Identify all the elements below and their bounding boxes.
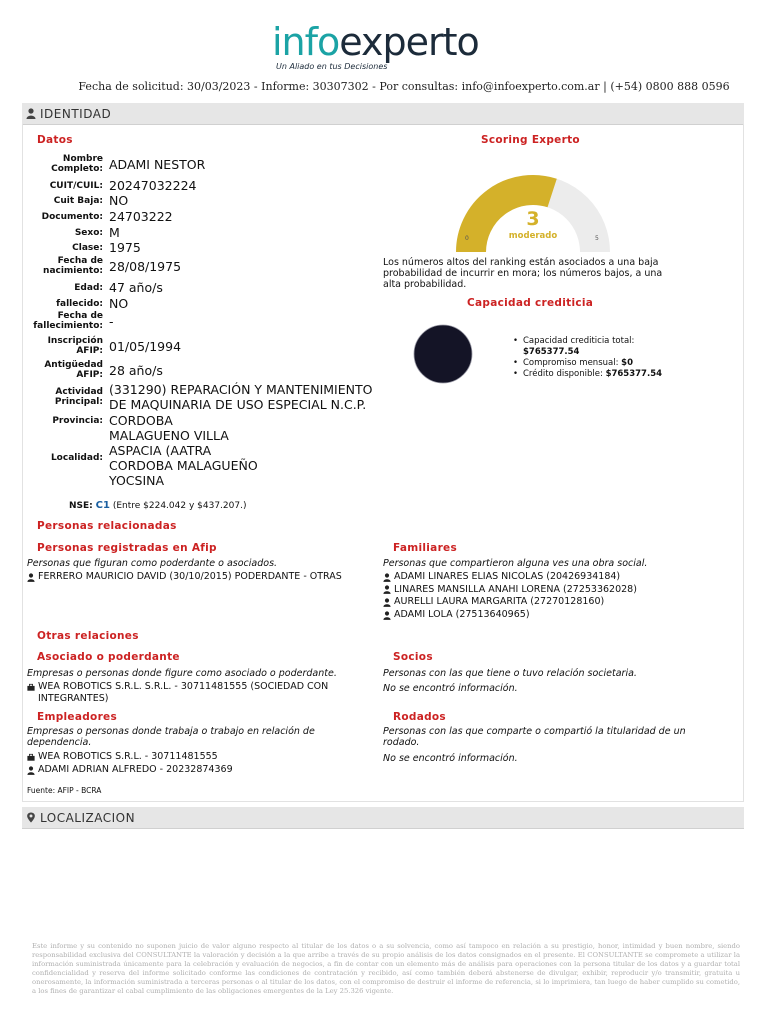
nse-range: (Entre $224.042 y $437.207.) [112,501,247,511]
score-level: moderado [508,231,558,241]
socios-empty: No se encontró información. [383,683,518,694]
empleadores-title: Empleadores [37,711,118,723]
user-icon [383,585,391,594]
identidad-card [22,124,744,802]
rodados-empty: No se encontró información. [383,753,518,764]
field-provincia [27,413,397,428]
user-icon [383,611,391,620]
section-identidad [22,103,744,125]
list-item [383,596,723,608]
field-localidad [27,428,397,488]
field-label: Cuit Baja: [53,195,103,206]
logo-info-text: info [272,20,340,64]
company-name: WEA ROBOTICS S.R.L. S.R.L. - 30711481555 (SOCIEDAD CON INTEGRANTES) [38,681,329,704]
logo-tagline: Un Aliado en tus Decisiones [276,62,388,71]
list-item [27,571,377,583]
field-label: Nombre Completo: [51,154,103,174]
field-cuit-baja [27,193,397,208]
empleadores-list [27,751,367,776]
briefcase-icon [27,753,35,762]
person-name: ADAMI ADRIAN ALFREDO - 20232874369 [38,764,233,775]
capacidad-item-value: $765377.54 [523,347,580,357]
field-value: 1975 [109,240,141,255]
field-value: 01/05/1994 [109,338,182,354]
field-clase [27,240,397,255]
person-name: LINARES MANSILLA ANAHI LORENA (27253362028) [394,583,637,595]
capacidad-item-value: $0 [621,358,633,368]
field-label: Documento: [41,211,103,222]
field-label: Provincia: [52,415,103,426]
list-item [27,681,367,705]
asociado-title: Asociado o poderdante [37,651,180,663]
field-sexo [27,225,397,240]
field-label: Localidad: [50,453,103,463]
person-name: AURELLI LAURA MARGARITA (27270128160) [394,596,605,608]
familiares-list [383,571,723,621]
field-nombre [27,154,397,174]
field-value: (331290) REPARACIÓN Y MANTENIMIENTO DE MAQUINARIA DE USO ESPECIAL N.C.P. [109,382,373,412]
user-icon [383,598,391,607]
capacidad-item [511,336,662,358]
pie-slice-disponible [414,325,472,383]
field-value: ADAMI NESTOR [109,156,206,172]
field-value: NO [109,296,129,311]
field-fecha-nacimiento [27,256,397,276]
capacidad-item-label: Capacidad crediticia total: [523,336,635,346]
familiares-desc: Personas que compartieron alguna ves una obra social. [383,558,648,569]
rodados-desc: Personas con las que comparte o compartió la titularidad de un rodado. [383,726,686,748]
gauge-max-label: 5 [595,235,599,242]
otras-title: Otras relaciones [37,630,139,642]
field-label: Fecha de nacimiento: [43,256,103,276]
afip-persons-title: Personas registradas en Afip [37,542,217,554]
field-label: Inscripción AFIP: [47,336,103,356]
list-item [383,609,723,621]
rodados-title: Rodados [393,711,446,723]
infoexperto-logo [272,22,512,74]
field-label: Clase: [72,242,103,253]
person-name: ADAMI LINARES ELIAS NICOLAS (20426934184) [394,571,621,582]
section-localizacion [22,807,744,829]
company-name: WEA ROBOTICS S.R.L. - 30711481555 [38,751,218,762]
capacidad-list [511,336,662,380]
list-item [383,571,723,583]
fuente-note: Fuente: AFIP - BCRA [27,786,102,795]
person-name: ADAMI LOLA (27513640965) [394,609,530,621]
field-value: 28/08/1975 [109,258,182,274]
field-value: 24703222 [109,209,173,224]
capacidad-item [511,369,662,380]
map-marker-icon [26,812,36,823]
afip-persons-desc: Personas que figuran como poderdante o asociados. [27,558,278,569]
section-localizacion-title: LOCALIZACION [40,810,136,825]
socios-title: Socios [393,651,433,663]
afip-persons-list [27,571,377,583]
field-antiguedad-afip [27,360,397,380]
field-label: Edad: [74,282,103,293]
list-item [27,764,367,776]
list-item [383,584,723,596]
field-value: 20247032224 [109,178,197,193]
field-edad [27,280,397,295]
field-value: - [109,313,114,329]
capacidad-title: Capacidad crediticia [467,297,594,309]
logo-experto-text: experto [339,20,479,64]
socios-desc: Personas con las que tiene o tuvo relación societaria. [383,668,637,679]
briefcase-icon [27,683,35,692]
capacidad-item-label: Crédito disponible: [523,369,603,379]
field-fecha-fallecimiento [27,311,397,331]
legal-disclaimer: Este informe y su contenido no suponen juicio de valor alguno respecto al titular de los datos o a su solvencia, como así tampoco en relación a su prestigio, honor, intimidad y buen nombre, siendo responsabilidad exclusiva del CONSULTANTE la valoración y decisión a la que arribe a través de su propio análisis de los datos consignados en el presente. El CONSULTANTE se compromete a utilizar la información suministrada únicamente para la celebración y evaluación de negocios, a fin de contar con un elemento más de análisis para operaciones con la persona titular de los datos y a guardar total confidencialidad y reserva del informe solicitado conforme las condiciones de contratación y recibido, así como también deberá abstenerse de divulgar, exhibir, reproducir y/o transmitir, gratuita u onerosamente, la información suministrada a terceras personas o al titular de los datos, con el compromiso de destruir el informe de referencia, si lo imprimiera, tan luego de haber cumplido su cometido, a los fines de garantizar el cabal cumplimiento de las obligaciones emergentes de la Ley 25.326 vigente. [32,942,740,995]
user-icon [26,108,36,119]
asociado-desc: Empresas o personas donde figure como asociado o poderdante. [27,668,337,679]
field-value: 47 año/s [109,280,163,295]
scoring-title: Scoring Experto [481,134,580,146]
empleadores-desc: Empresas o personas donde trabaja o trabajo en relación de dependencia. [27,726,315,748]
user-icon [383,573,391,582]
list-item [27,751,367,763]
familiares-title: Familiares [393,542,458,554]
gauge-min-label: 0 [465,235,469,242]
field-label: Sexo: [74,227,103,238]
capacidad-item-value: $765377.54 [605,369,663,379]
field-label: Fecha de fallecimiento: [33,311,103,331]
field-value: M [109,225,120,240]
field-label: CUIT/CUIL: [49,180,103,191]
user-icon [27,766,35,775]
score-value: 3 [526,208,540,230]
field-label: Actividad Principal: [54,387,103,407]
request-info-line: Fecha de solicitud: 30/03/2023 - Informe: 30307302 - Por consultas: info@infoexperto.com.ar | (+54) 0800 888 0596 [78,80,730,93]
user-icon [27,573,35,582]
datos-title: Datos [37,134,73,146]
field-fallecido [27,296,397,311]
capacidad-item-label: Compromiso mensual: [523,358,619,368]
field-value: NO [109,193,129,208]
field-value: MALAGUENO VILLA ASPACIA (AATRA CORDOBA MALAGUEÑO YOCSINA [109,428,258,488]
field-value: 28 año/s [109,362,163,378]
field-label: fallecido: [56,298,103,309]
field-cuit [27,178,397,193]
section-identidad-title: IDENTIDAD [40,106,112,121]
asociado-list [27,681,367,705]
field-value: CORDOBA [109,413,173,428]
field-actividad [27,382,397,412]
nse-row [69,500,246,511]
scoring-description: Los números altos del ranking están asociados a una baja probabilidad de incurrir en mora; los números bajos, a una alta probabilidad. [383,257,663,290]
field-documento [27,209,397,224]
nse-class: C1 [95,500,110,511]
capacidad-item [511,358,662,369]
person-name: FERRERO MAURICIO DAVID (30/10/2015) PODERDANTE - OTRAS [38,571,342,582]
field-inscripcion-afip [27,336,397,356]
nse-label: NSE: [69,501,93,511]
capacidad-pie-chart [411,322,475,386]
field-label: Antigüedad AFIP: [44,360,103,380]
personas-title: Personas relacionadas [37,520,177,532]
